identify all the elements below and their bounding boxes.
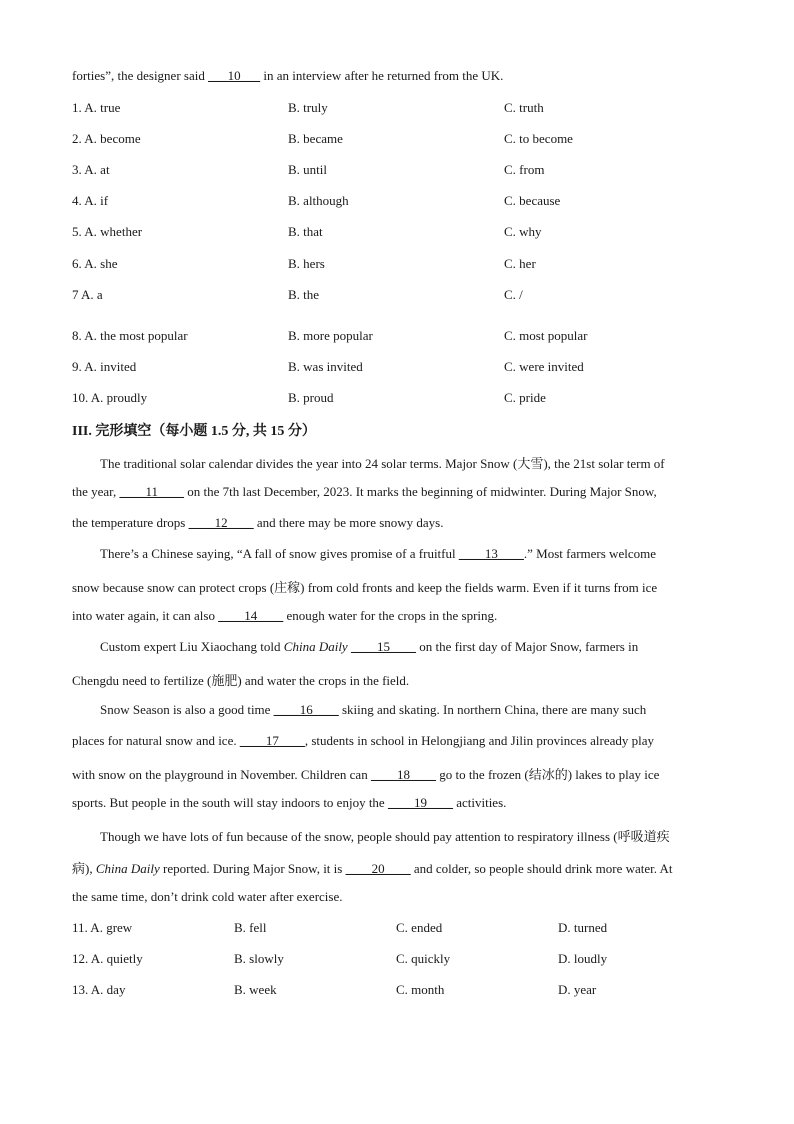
text: The traditional solar calendar divides the year into 24 solar terms. Major Snow (大雪), the 21st solar term of — [100, 456, 665, 471]
passage-line — [100, 546, 656, 562]
option-b: B. was invited — [288, 359, 363, 374]
option-c: C. to become — [504, 131, 573, 146]
option-d: D. loudly — [558, 951, 608, 966]
section-heading: III. 完形填空（每小题 1.5 分, 共 15 分） — [72, 424, 316, 439]
passage-line — [100, 702, 646, 718]
option-a: 4. A. if — [72, 193, 109, 208]
passage-line — [72, 577, 657, 596]
option-a: 12. A. quietly — [72, 951, 143, 966]
text: , students in school in Helongjiang and Jilin provinces already play — [304, 733, 654, 748]
text: in an interview after he returned from the UK. — [260, 68, 504, 83]
question-row — [0, 224, 794, 244]
option-c: C. month — [396, 982, 445, 997]
blank-19: ____19____ — [387, 795, 453, 810]
option-c: C. truth — [504, 100, 544, 115]
question-row — [0, 951, 794, 971]
passage-line — [100, 453, 665, 472]
passage-line — [100, 826, 670, 845]
text: with snow on the playground in November. Children can — [72, 767, 371, 782]
option-a: 6. A. she — [72, 256, 118, 271]
passage-line — [72, 670, 409, 689]
option-a: 3. A. at — [72, 162, 110, 177]
option-b: B. proud — [288, 390, 334, 405]
blank-18: ____18____ — [370, 767, 436, 782]
text: There’s a Chinese saying, “A fall of snow gives promise of a fruitful — [100, 546, 459, 561]
option-a: 1. A. true — [72, 100, 121, 115]
option-b: B. until — [288, 162, 328, 177]
blank-16: ____16____ — [273, 702, 339, 717]
option-a: 10. A. proudly — [72, 390, 148, 405]
italic-text: China Daily — [95, 861, 160, 876]
text: Chengdu need to fertilize (施肥) and water the crops in the field. — [72, 673, 410, 688]
passage-line — [72, 515, 443, 531]
question-row — [0, 328, 794, 348]
text: on the 7th last December, 2023. It marks the beginning of midwinter. During Major Snow, — [184, 484, 657, 499]
option-a: 7 A. a — [72, 287, 103, 302]
option-a: 2. A. become — [72, 131, 141, 146]
question-row — [0, 131, 794, 151]
option-b: B. slowly — [234, 951, 284, 966]
blank-15: ____15____ — [350, 639, 416, 654]
option-b: B. became — [288, 131, 343, 146]
option-b: B. fell — [234, 920, 267, 935]
question-row — [0, 256, 794, 276]
text: the temperature drops — [72, 515, 189, 530]
blank-10: ___10___ — [208, 68, 261, 83]
question-row — [0, 193, 794, 213]
text: Snow Season is also a good time — [100, 702, 274, 717]
text: .” Most farmers welcome — [523, 546, 656, 561]
passage-line — [72, 484, 657, 500]
option-a: 13. A. day — [72, 982, 126, 997]
text: 病), — [72, 861, 96, 876]
option-d: D. year — [558, 982, 597, 997]
blank-14: ____14____ — [218, 608, 284, 623]
blank-13: ____13____ — [458, 546, 524, 561]
option-c: C. because — [504, 193, 561, 208]
option-a: 9. A. invited — [72, 359, 137, 374]
text: the year, — [72, 484, 120, 499]
option-b: B. truly — [288, 100, 328, 115]
option-a: 11. A. grew — [72, 920, 133, 935]
option-c: C. from — [504, 162, 545, 177]
question-row — [0, 920, 794, 940]
text: reported. During Major Snow, it is — [159, 861, 346, 876]
continuation-line — [72, 68, 503, 84]
passage-line — [72, 889, 343, 905]
blank-20: ____20____ — [345, 861, 411, 876]
text: the same time, don’t drink cold water after exercise. — [72, 889, 343, 904]
blank-12: ____12____ — [188, 515, 254, 530]
option-c: C. her — [504, 256, 536, 271]
blank-11: ____11____ — [119, 484, 185, 499]
italic-text: China Daily — [283, 639, 348, 654]
question-row — [0, 162, 794, 182]
text: and colder, so people should drink more water. At — [410, 861, 673, 876]
option-c: C. ended — [396, 920, 443, 935]
option-b: B. hers — [288, 256, 325, 271]
text: on the first day of Major Snow, farmers in — [415, 639, 639, 654]
option-c: C. were invited — [504, 359, 584, 374]
text: into water again, it can also — [72, 608, 219, 623]
text: Custom expert Liu Xiaochang told — [100, 639, 284, 654]
option-d: D. turned — [558, 920, 608, 935]
passage-line — [72, 764, 659, 783]
text: and there may be more snowy days. — [253, 515, 444, 530]
blank-17: ____17____ — [239, 733, 305, 748]
question-row — [0, 982, 794, 1002]
question-row — [0, 100, 794, 120]
option-c: C. / — [504, 287, 523, 302]
option-b: B. that — [288, 224, 323, 239]
text: Though we have lots of fun because of the snow, people should pay attention to respiratory illness (呼吸道疾 — [100, 829, 670, 844]
passage-line — [72, 733, 654, 749]
passage-line — [72, 608, 497, 624]
text: forties”, the designer said — [72, 68, 209, 83]
question-row — [0, 287, 794, 307]
text: sports. But people in the south will stay indoors to enjoy the — [72, 795, 388, 810]
passage-line — [100, 639, 638, 655]
option-b: B. the — [288, 287, 320, 302]
option-b: B. week — [234, 982, 277, 997]
option-c: C. quickly — [396, 951, 451, 966]
option-a: 5. A. whether — [72, 224, 143, 239]
option-c: C. most popular — [504, 328, 588, 343]
text: places for natural snow and ice. — [72, 733, 240, 748]
passage-line — [72, 795, 506, 811]
question-row — [0, 359, 794, 379]
text: go to the frozen (结冰的) lakes to play ice — [435, 767, 660, 782]
text: enough water for the crops in the spring. — [283, 608, 498, 623]
option-b: B. more popular — [288, 328, 373, 343]
text: snow because snow can protect crops (庄稼) from cold fronts and keep the fields warm. Even if it turns from ice — [72, 580, 658, 595]
option-c: C. pride — [504, 390, 546, 405]
option-b: B. although — [288, 193, 349, 208]
option-a: 8. A. the most popular — [72, 328, 188, 343]
question-row — [0, 390, 794, 410]
option-c: C. why — [504, 224, 542, 239]
passage-line — [72, 858, 673, 877]
text: skiing and skating. In northern China, there are many such — [338, 702, 647, 717]
text: activities. — [452, 795, 507, 810]
